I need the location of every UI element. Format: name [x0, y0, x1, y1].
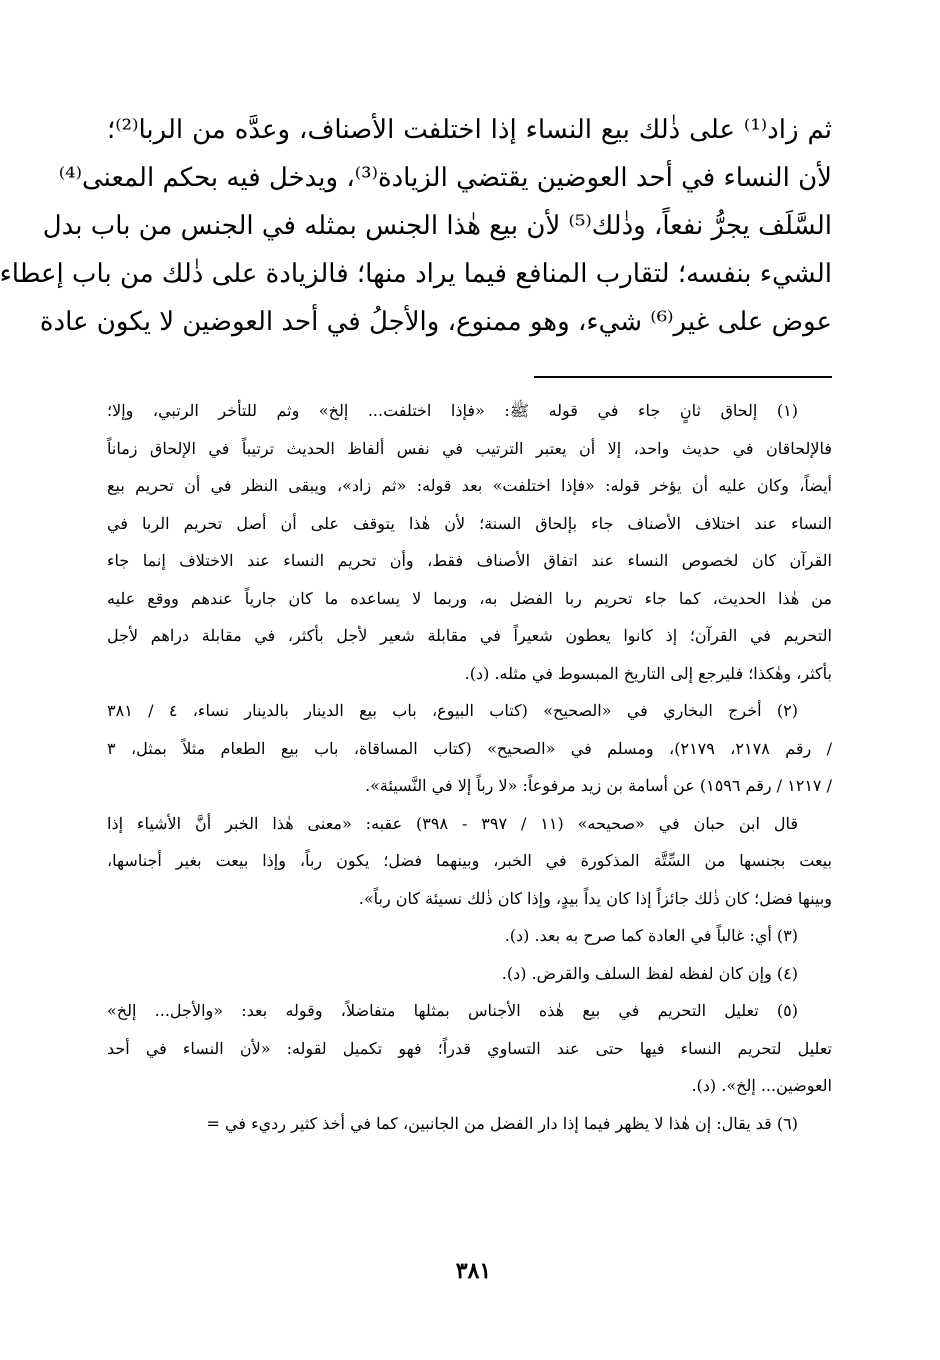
footnote-line: بأكثر، وهٰكذا؛ فليرجع إلى التاريخ المبسوط في مثله. (د). — [464, 663, 832, 683]
footnote-line: / رقم ٢١٧٨، ٢١٧٩)، ومسلم في «الصحيح» (كتاب المساقاة، باب بيع الطعام مثلاً بمثل، ٣ — [107, 738, 833, 758]
footnote-4 — [107, 955, 832, 993]
footnote-2 — [107, 692, 832, 917]
footnote-line: (٢) أخرج البخاري في «الصحيح» (كتاب البيوع، باب بيع الدينار بالدينار نساء، ٤ / ٣٨١ — [107, 701, 799, 720]
page-number: ٣٨١ — [455, 1258, 492, 1284]
footnote-1 — [107, 392, 832, 692]
footnote-line: (٤) وإن كان لفظه لفظ السلف والقرض. (د). — [501, 963, 798, 983]
footnote-line: تعليل لتحريم النساء فيها حتى عند التساوي قدراً؛ فهو تكميل لقوله: «لأن النساء في أحد — [107, 1038, 832, 1058]
main-body-text — [0, 106, 832, 346]
footnote-3 — [107, 917, 832, 955]
main-text-line: ثم زاد⁽¹⁾ على ذٰلك بيع النساء إذا اختلفت الأصناف، وعدَّه من الربا⁽²⁾؛ — [107, 115, 832, 145]
footnote-line: / ١٢١٧ / رقم ١٥٩٦) عن أسامة بن زيد مرفوعاً: «لا رباً إلا في النَّسيئة». — [365, 776, 832, 795]
footnote-line: العوضين... إلخ». (د). — [691, 1076, 832, 1095]
footnote-line: (٥) تعليل التحريم في بيع هٰذه الأجناس بمثلها متفاضلاً، وقوله بعد: «والأجل... إلخ» — [107, 1001, 798, 1020]
footnote-line: قال ابن حبان في «صحيحه» (١١ / ٣٩٧ - ٣٩٨) عقبه: «معنى هٰذا الخبر أنَّ الأشياء إذا — [107, 813, 798, 833]
footnote-line: فالإلحاقان في حديث واحد، إلا أن يعتبر الترتيب في نفس ألفاظ الحديث ترتيباً في الإلحاق زماناً — [107, 438, 832, 458]
footnotes-section — [107, 392, 832, 1142]
footnote-5 — [107, 992, 832, 1105]
footnote-line: وبينها فضل؛ كان ذٰلك جائزاً إذا كان يداً بيدٍ، وإذا كان ذٰلك نسيئة كان رباً». — [358, 888, 832, 908]
footnote-line: بيعت بجنسها من السِّتَّة المذكورة في الخبر، وبينهما فضل؛ يكون رباً، وإذا بيعت بغير أجناسها، — [107, 851, 832, 870]
main-text-line: الشيء بنفسه؛ لتقارب المنافع فيما يراد منها؛ فالزيادة على ذٰلك من باب إعطاء — [0, 259, 832, 289]
main-text-line: عوض على غير⁽⁶⁾ شيء، وهو ممنوع، والأجلُ في أحد العوضين لا يكون عادة — [39, 307, 832, 337]
footnote-line: (٦) قد يقال: إن هٰذا لا يظهر فيما إذا دار الفضل من الجانبين، كما في أخذ كثير رديء في = — [206, 1113, 798, 1133]
main-text-line: السَّلَف يجرُّ نفعاً، وذٰلك⁽⁵⁾ لأن بيع هٰذا الجنس بمثله في الجنس من باب بدل — [42, 211, 832, 241]
footnote-line: التحريم في القرآن؛ إذ كانوا يعطون شعيراً في مقابلة شعير لأجل بأكثر، في مقابلة دراهم لأجل — [107, 626, 832, 645]
footnote-line: القرآن كان لخصوص النساء عند اتفاق الأصناف فقط، وأن تحريم النساء عند الاختلاف إنما جاء — [107, 551, 832, 570]
footnote-line: (٣) أي: غالباً في العادة كما صرح به بعد. (د). — [504, 926, 798, 945]
footnote-line: (١) إلحاق ثانٍ جاء في قوله ﷺ: «فإذا اختلفت... إلخ» وثم للتأخر الرتبي، وإلا؛ — [107, 401, 799, 420]
footnote-line: النساء عند اختلاف الأصناف جاء بإلحاق السنة؛ لأن هٰذا يتوقف على أن أصل تحريم الربا في — [107, 513, 832, 533]
main-text-line: لأن النساء في أحد العوضين يقتضي الزيادة⁽³⁾، ويدخل فيه بحكم المعنى⁽⁴⁾ — [58, 163, 832, 193]
footnote-6 — [107, 1105, 832, 1143]
footnote-separator — [534, 376, 832, 378]
footnote-line: أيضاً، وكان عليه أن يؤخر قوله: «فإذا اختلفت» بعد قوله: «ثم زاد»، ويبقى النظر في أن تحريم بيع — [107, 476, 832, 495]
footnote-line: من هٰذا الحديث، كما جاء تحريم ربا الفضل به، وربما لا يساعده ما كان جارياً عندهم ووقع عليه — [107, 588, 832, 608]
